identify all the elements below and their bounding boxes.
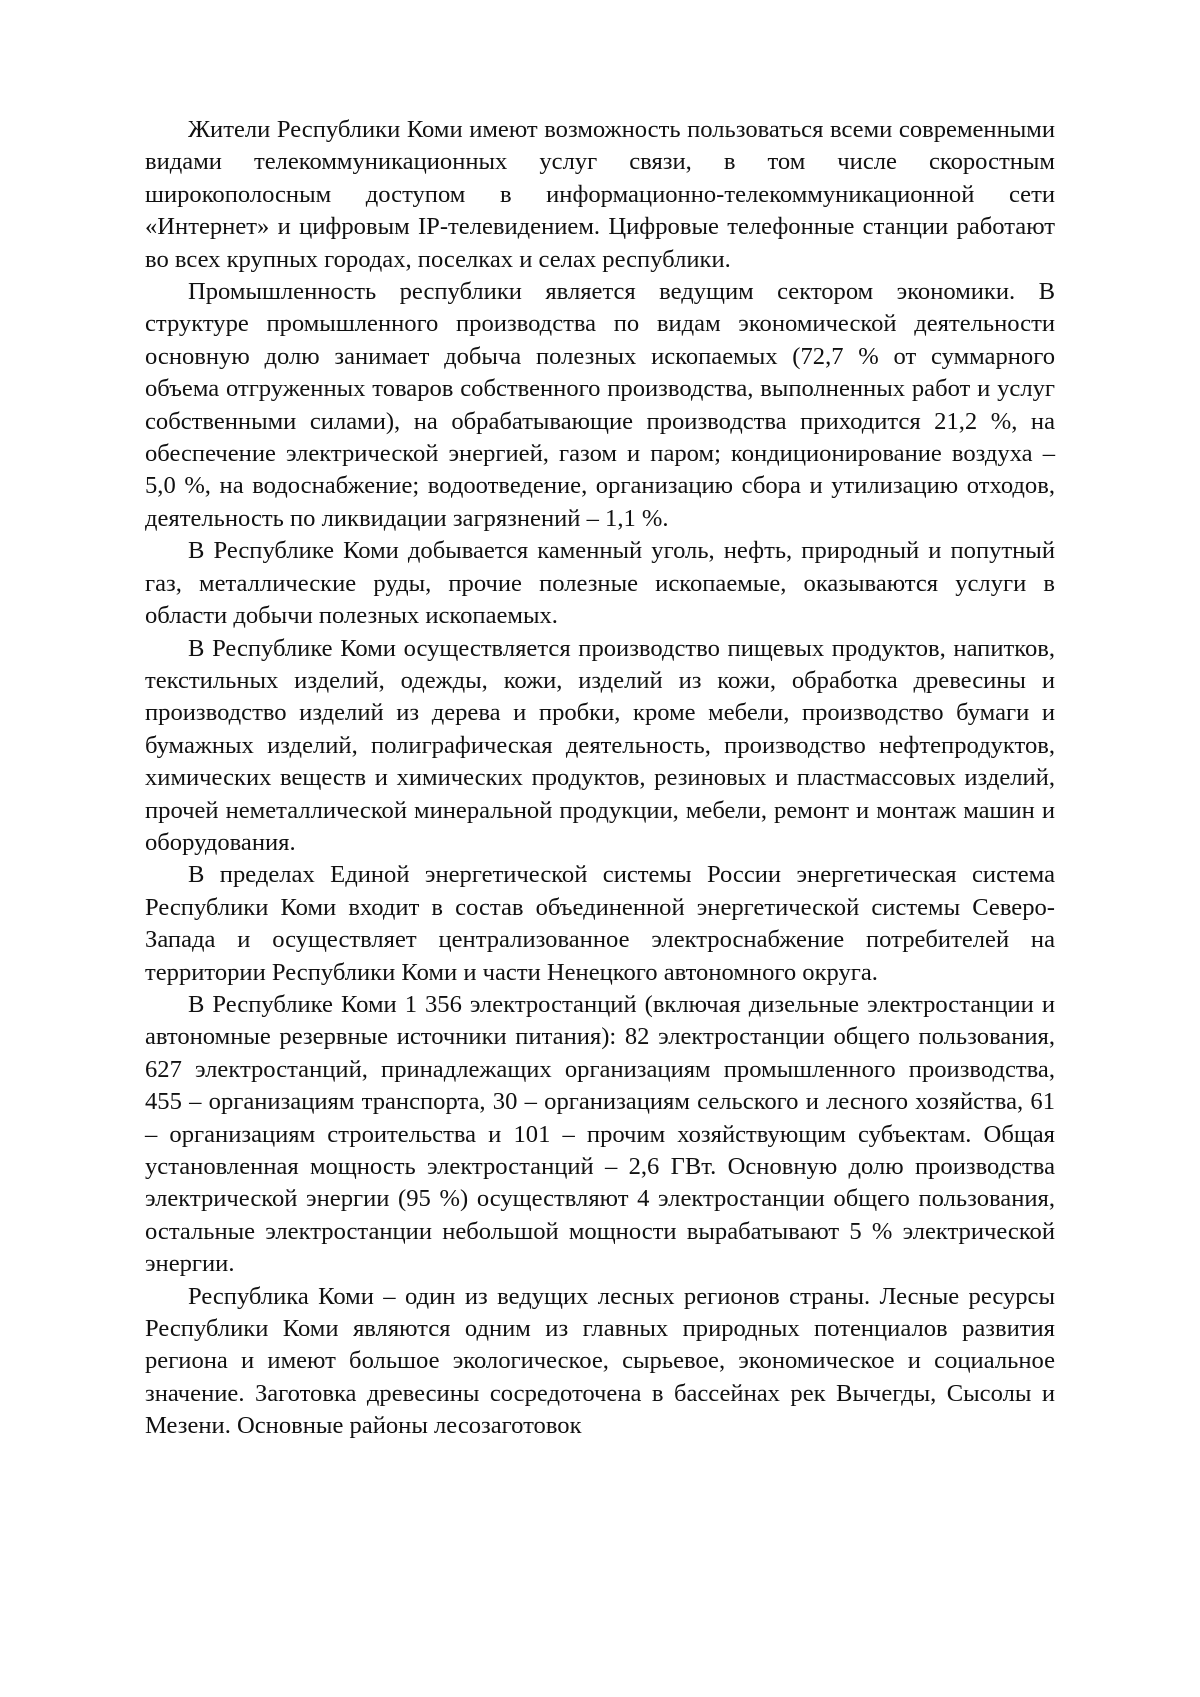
paragraph-telecom: Жители Республики Коми имеют возможность пользоваться всеми современными видами телекоммуникационных услуг связи, в том числе скоростным широкополосным доступом в информационно-телекоммуникационной сети «Интернет» и цифровым IP-телевидением. Цифровые телефонные станции работают во всех крупных городах, поселках и селах республики. [145,116,1055,273]
document-body [145,114,1055,1443]
paragraph-forestry: Республика Коми – один из ведущих лесных регионов страны. Лесные ресурсы Республики Коми являются одним из главных природных потенциалов развития региона и имеют большое экологическое, сырьевое, экономическое и социальное значение. Заготовка древесины сосредоточена в бассейнах рек Вычегды, Сысолы и Мезени. Основные районы лесозаготовок [145,1282,1055,1440]
paragraph-power-stations: В Республике Коми 1 356 электростанций (включая дизельные электростанции и автономные резервные источники питания): 82 электростанции общего пользования, 627 электростанций, принадлежащих организациям промышленного производства, 455 – организациям транспорта, 30 – организациям сельского и лесного хозяйства, 61 – организациям строительства и 101 – прочим хозяйствующим субъектам. Общая установленная мощность электростанций – 2,6 ГВт. Основную долю производства электрической энергии (95 %) осуществляют 4 электростанции общего пользования, остальные электростанции небольшой мощности вырабатывают 5 % электрической энергии. [145,990,1055,1278]
paragraph-energy-system: В пределах Единой энергетической системы России энергетическая система Республики Коми входит в состав объединенной энергетической системы Северо-Запада и осуществляет централизованное электроснабжение потребителей на территории Республики Коми и части Ненецкого автономного округа. [145,861,1055,986]
paragraph-manufacturing: В Республике Коми осуществляется производство пищевых продуктов, напитков, текстильных изделий, одежды, кожи, изделий из кожи, обработка древесины и производство изделий из дерева и пробки, кроме мебели, производство бумаги и бумажных изделий, полиграфическая деятельность, производство нефтепродуктов, химических веществ и химических продуктов, резиновых и пластмассовых изделий, прочей неметаллической минеральной продукции, мебели, ремонт и монтаж машин и оборудования. [145,634,1055,856]
paragraph-mining: В Республике Коми добывается каменный уголь, нефть, природный и попутный газ, металлические руды, прочие полезные ископаемые, оказываются услуги в области добычи полезных ископаемых. [145,537,1055,630]
paragraph-industry: Промышленность республики является ведущим сектором экономики. В структуре промышленного производства по видам экономической деятельности основную долю занимает добыча полезных ископаемых (72,7 % от суммарного объема отгруженных товаров собственного производства, выполненных работ и услуг собственными силами), на обрабатывающие производства приходится 21,2 %, на обеспечение электрической энергией, газом и паром; кондиционирование воздуха – 5,0 %, на водоснабжение; водоотведение, организацию сбора и утилизацию отходов, деятельность по ликвидации загрязнений – 1,1 %. [145,278,1055,532]
